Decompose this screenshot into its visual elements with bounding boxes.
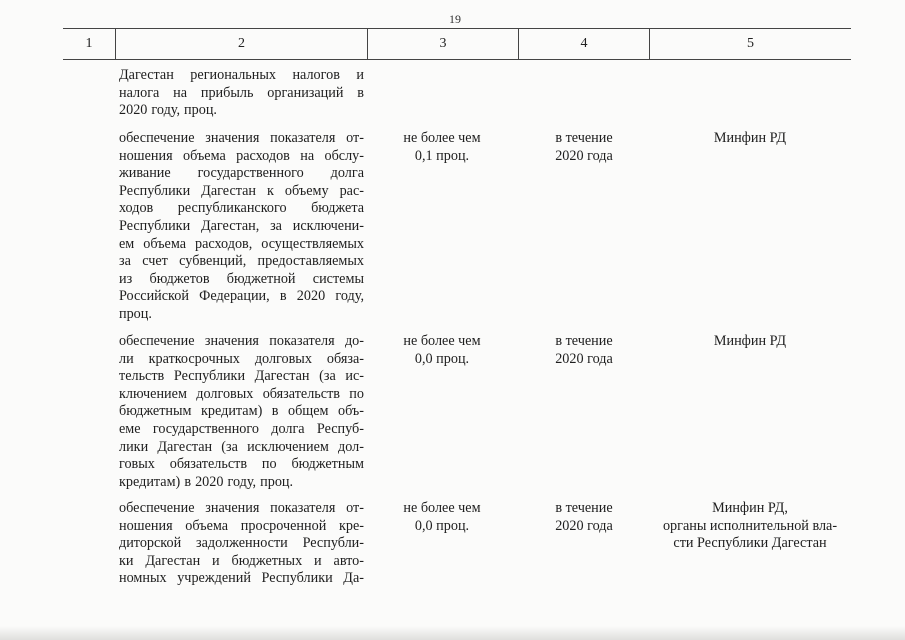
indicator-description xyxy=(119,333,364,491)
responsible-line: Минфин РД xyxy=(713,130,787,146)
target-value-line: не более чем xyxy=(403,130,481,146)
deadline-line: 2020 года xyxy=(555,350,613,367)
description-line: Российской Федерации, в 2020 году, xyxy=(119,288,364,305)
description-line: бюджетным кредитам) в общем объ- xyxy=(119,403,364,420)
deadline-line: 2020 года xyxy=(555,147,613,164)
description-line: ключением долговых обязательств по xyxy=(119,385,364,402)
responsible-party xyxy=(650,500,850,553)
description-line: ходов республиканского бюджета xyxy=(119,200,364,217)
deadline xyxy=(520,333,648,368)
target-value xyxy=(372,130,512,165)
indicator-description xyxy=(119,130,364,324)
description-line: номных учреждений Республики Да- xyxy=(119,570,364,587)
page-number: 19 xyxy=(449,12,461,26)
deadline-line: 2020 года xyxy=(555,517,613,534)
description-line: кредитам) в 2020 году, проц. xyxy=(119,473,294,490)
description-line: ли краткосрочных долговых обяза- xyxy=(119,350,364,367)
description-line: за счет субвенций, предоставляемых xyxy=(119,253,364,270)
description-line: ношения объема расходов на обслу- xyxy=(119,147,364,164)
column-header-2: 2 xyxy=(238,36,245,51)
scan-edge-shadow xyxy=(0,626,905,640)
responsible-line: органы исполнительной вла- xyxy=(662,517,838,534)
description-line: обеспечение значения показателя от- xyxy=(119,500,364,516)
target-value-line: 0,0 проц. xyxy=(414,350,470,367)
deadline-line: в течение xyxy=(555,500,613,516)
description-line: ки Дагестан и бюджетных и авто- xyxy=(119,552,364,569)
description-line: из бюджетов бюджетной системы xyxy=(119,270,364,287)
responsible-line: Минфин РД xyxy=(713,333,787,349)
indicator-description xyxy=(119,500,364,588)
description-line: Республики Дагестан, за исключени- xyxy=(119,217,364,234)
target-value-line: не более чем xyxy=(403,500,481,516)
description-line: 2020 году, проц. xyxy=(119,102,217,119)
description-line: диторской задолженности Республи- xyxy=(119,535,364,552)
column-header-5: 5 xyxy=(747,36,754,51)
description-line: Дагестан региональных налогов и xyxy=(119,67,364,83)
description-line: проц. xyxy=(119,305,152,322)
description-line: ем объема расходов, осуществляемых xyxy=(119,235,364,252)
deadline-line: в течение xyxy=(555,333,613,349)
indicator-description xyxy=(119,67,364,120)
description-line: лики Дагестан (за исключением дол- xyxy=(119,438,364,455)
target-value-line: 0,0 проц. xyxy=(414,517,470,534)
table-header-row xyxy=(63,28,851,60)
deadline-line: в течение xyxy=(555,130,613,146)
responsible-party xyxy=(650,130,850,148)
description-line: обеспечение значения показателя от- xyxy=(119,130,364,146)
deadline xyxy=(520,500,648,535)
responsible-party xyxy=(650,333,850,351)
column-header-1: 1 xyxy=(85,36,93,51)
description-line: обеспечение значения показателя до- xyxy=(119,333,364,349)
responsible-line: сти Республики Дагестан xyxy=(673,535,827,552)
description-line: налога на прибыль организаций в xyxy=(119,84,364,101)
description-line: тельств Республики Дагестан (за ис- xyxy=(119,368,364,385)
description-line: Республики Дагестан к объему рас- xyxy=(119,182,364,199)
target-value-line: не более чем xyxy=(403,333,481,349)
target-value xyxy=(372,333,512,368)
description-line: ношения объема просроченной кре- xyxy=(119,517,364,534)
deadline xyxy=(520,130,648,165)
description-line: говых обязательств по бюджетным xyxy=(119,456,364,473)
description-line: еме государственного долга Респуб- xyxy=(119,420,364,437)
target-value xyxy=(372,500,512,535)
target-value-line: 0,1 проц. xyxy=(414,147,470,164)
responsible-line: Минфин РД, xyxy=(712,500,788,516)
description-line: живание государственного долга xyxy=(119,165,364,182)
column-header-3: 3 xyxy=(439,36,447,51)
column-header-4: 4 xyxy=(580,36,588,51)
